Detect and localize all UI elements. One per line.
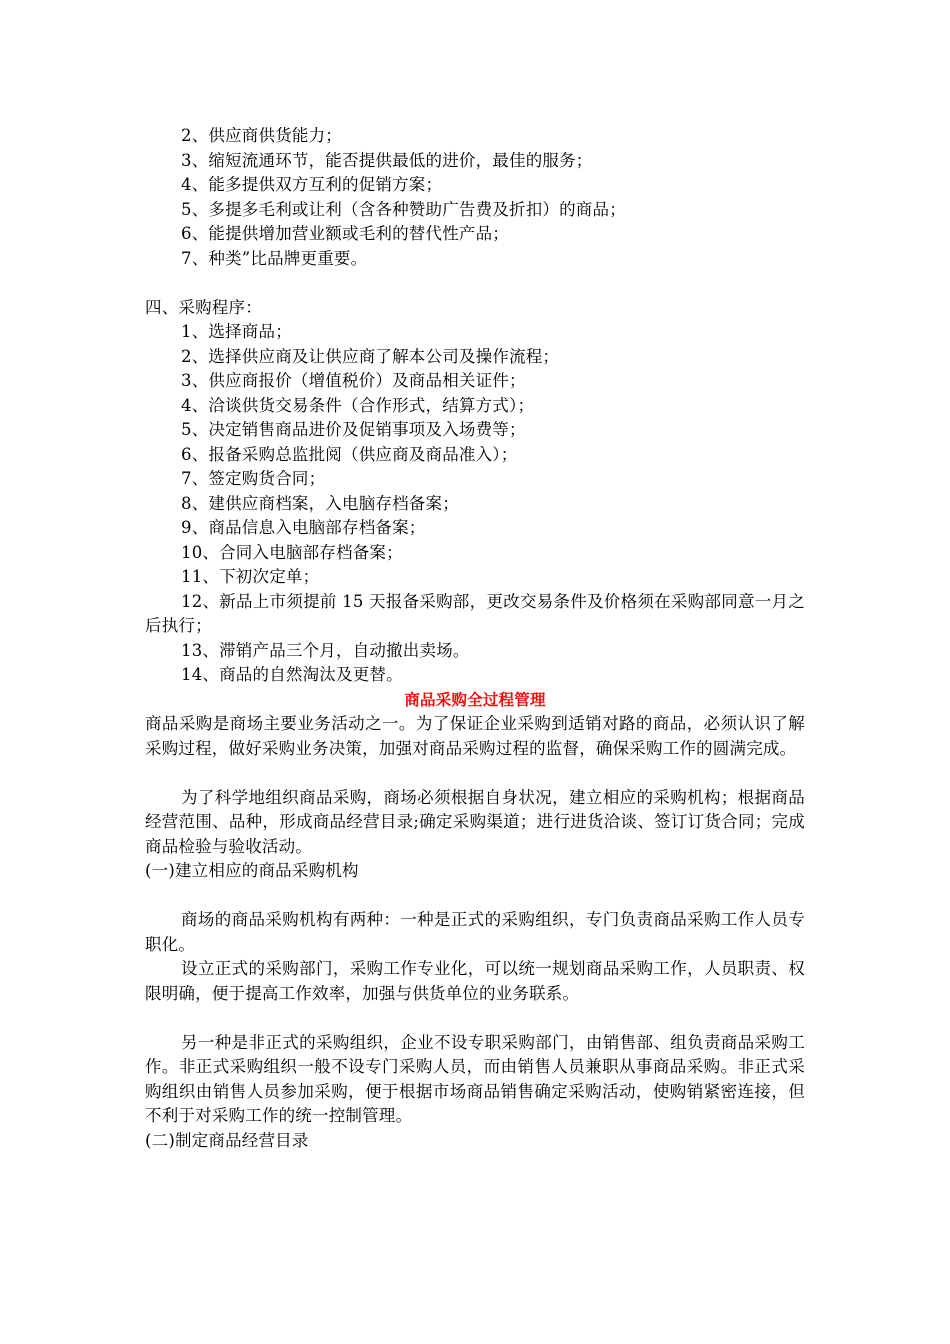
organize-paragraph: 为了科学地组织商品采购，商场必须根据自身状况，建立相应的采购机构；根据商品经营范围、品种，形成商品经营目录;确定采购渠道；进行进货洽谈、签订订货合同；完成商品检验与验收活动。: [145, 787, 805, 856]
list-item: 7、签定购货合同；: [181, 469, 326, 488]
list-item: 2、供应商供货能力；: [181, 126, 342, 145]
supplier-criteria-list: [145, 124, 805, 271]
list-item: 2、选择供应商及让供应商了解本公司及操作流程；: [181, 346, 560, 366]
intro-paragraph: 商品采购是商场主要业务活动之一。为了保证企业采购到适销对路的商品，必须认识了解采购过程，做好采购业务决策，加强对商品采购过程的监督，确保采购工作的圆满完成。: [145, 714, 805, 758]
section-title: 商品采购全过程管理: [404, 690, 546, 709]
list-item: 13、滞销产品三个月，自动撤出卖场。: [181, 640, 470, 660]
spacer: [145, 271, 805, 296]
list-item: 4、洽谈供货交易条件（合作形式，结算方式）；: [181, 395, 535, 415]
list-item: 1、选择商品；: [181, 322, 292, 341]
formal-org-paragraph: 设立正式的采购部门，采购工作专业化，可以统一规划商品采购工作，人员职责、权限明确，便于提高工作效率，加强与供货单位的业务联系。: [145, 959, 805, 1003]
list-item: 10、合同入电脑部存档备案；: [181, 542, 403, 562]
list-item: 4、能多提供双方互利的促销方案；: [181, 175, 443, 194]
list-item: 7、种类”比品牌更重要。: [181, 248, 368, 268]
list-item: 11、下初次定单；: [181, 567, 320, 586]
spacer: [145, 761, 805, 786]
list-item: 8、建供应商档案，入电脑存档备案；: [181, 493, 459, 513]
org-types-paragraph: 商场的商品采购机构有两种：一种是正式的采购组织，专门负责商品采购工作人员专职化。: [145, 910, 805, 954]
subsection-heading: (二)制定商品经营目录: [145, 1130, 309, 1150]
spacer: [145, 1006, 805, 1031]
document-body: [145, 124, 805, 1153]
list-item: 6、报备采购总监批阅（供应商及商品准入）；: [181, 444, 518, 464]
spacer: [145, 884, 805, 909]
procedure-heading: 四、采购程序：: [145, 297, 262, 317]
procedure-list: [145, 320, 805, 688]
subsection-heading: (一)建立相应的商品采购机构: [145, 861, 359, 880]
informal-org-paragraph: 另一种是非正式的采购组织，企业不设专职采购部门，由销售部、组负责商品采购工作。非正式采购组织一般不设专门采购人员，而由销售人员兼职从事商品采购。非正式采购组织由销售人员参加采购，便于根据市场商品销售确定采购活动，使购销紧密连接，但不利于对采购工作的统一控制管理。: [145, 1032, 805, 1125]
list-item: 9、商品信息入电脑部存档备案；: [181, 518, 426, 537]
list-item: 12、新品上市须提前 15 天报备采购部，更改交易条件及价格须在采购部同意一月之后执行；: [145, 591, 805, 635]
list-item: 5、决定销售商品进价及促销事项及入场费等；: [181, 420, 526, 439]
list-item: 3、缩短流通环节，能否提供最低的进价，最佳的服务；: [181, 150, 593, 170]
list-item: 3、供应商报价（增值税价）及商品相关证件；: [181, 371, 526, 390]
list-item: 5、多提多毛利或让利（含各种赞助广告费及折扣）的商品；: [181, 199, 626, 219]
list-item: 6、能提供增加营业额或毛利的替代性产品；: [181, 224, 509, 243]
list-item: 14、商品的自然淘汰及更替。: [181, 665, 403, 684]
